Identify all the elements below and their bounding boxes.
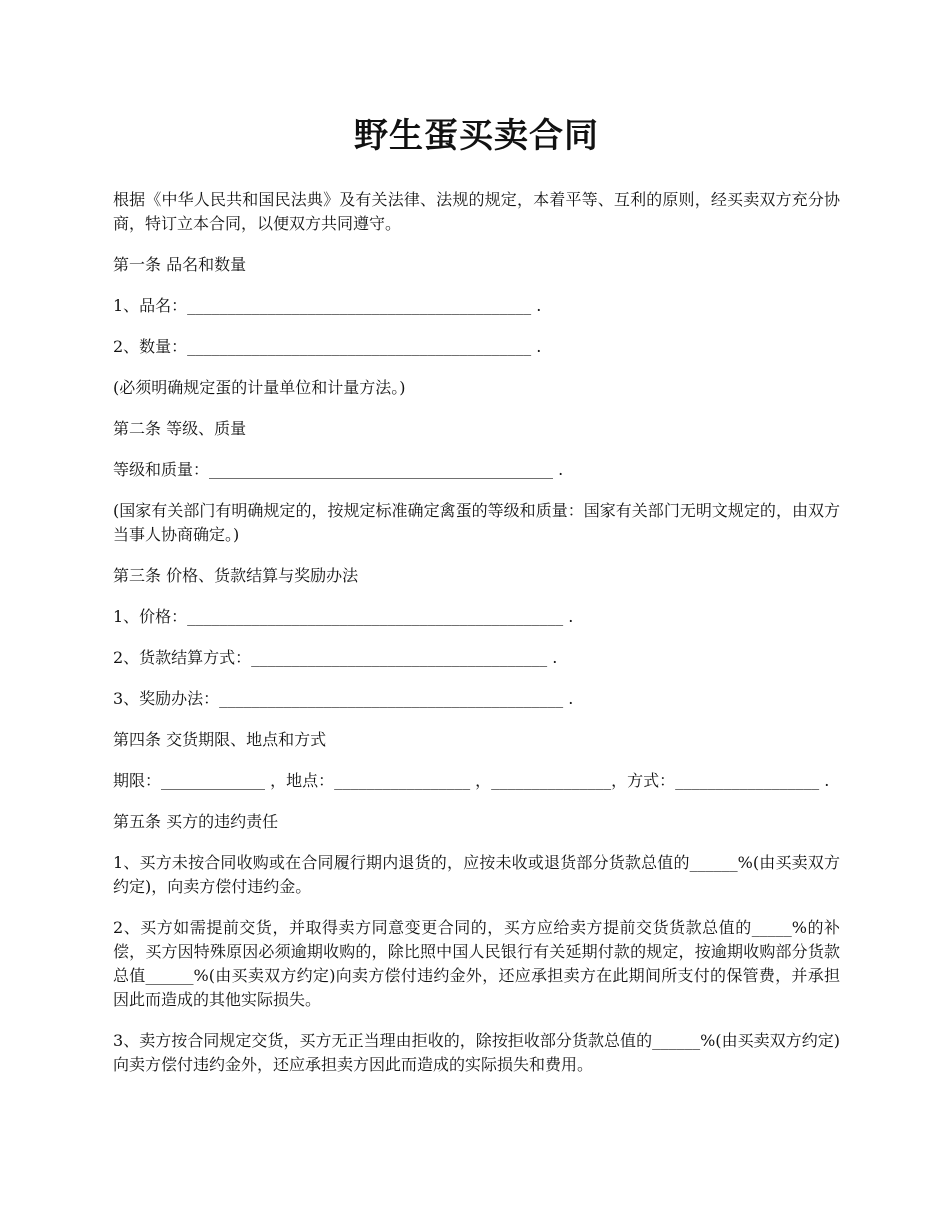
- price-line: 1、价格：_______________________________________________ .: [113, 607, 574, 626]
- settlement-line: 2、货款结算方式：_____________________________________ .: [113, 648, 558, 667]
- article-3-heading: 第三条 价格、货款结算与奖励办法: [113, 566, 359, 585]
- liability-clause-2: 2、买方如需提前交货，并取得卖方同意变更合同的，买方应给卖方提前交货货款总值的_____%的补偿，买方因特殊原因必须逾期收购的，除比照中国人民银行有关延期付款的规定，按逾期收购部分货款总值______%(由买卖双方约定)向卖方偿付违约金外，还应承担卖方在此期间所支付的保管费，并承担因此而造成的其他实际损失。: [113, 918, 840, 1009]
- article-4-heading: 第四条 交货期限、地点和方式: [113, 730, 327, 749]
- preamble-paragraph: 根据《中华人民共和国民法典》及有关法律、法规的规定，本着平等、互利的原则，经买卖双方充分协商，特订立本合同，以便双方共同遵守。: [113, 190, 840, 233]
- product-name-line: 1、品名：___________________________________________ .: [113, 296, 542, 315]
- delivery-terms-line: 期限：_____________ ，地点：_________________ ，_______________，方式：__________________ .: [113, 771, 830, 790]
- liability-clause-1: 1、买方未按合同收购或在合同履行期内退货的，应按未收或退货部分货款总值的______%(由买卖双方约定)，向卖方偿付违约金。: [113, 853, 840, 896]
- document-title: 野生蛋买卖合同: [354, 116, 599, 156]
- quantity-line: 2、数量：___________________________________________ .: [113, 337, 542, 356]
- measurement-note: (必须明确规定蛋的计量单位和计量方法。): [113, 378, 406, 397]
- document-page: [113, 112, 840, 1094]
- grade-quality-note: (国家有关部门有明确规定的，按规定标准确定禽蛋的等级和质量：国家有关部门无明文规定的，由双方当事人协商确定。): [113, 501, 840, 544]
- grade-quality-line: 等级和质量：___________________________________________ .: [113, 460, 564, 479]
- liability-clause-3: 3、卖方按合同规定交货，买方无正当理由拒收的，除按拒收部分货款总值的______%(由买卖双方约定)向卖方偿付违约金外，还应承担卖方因此而造成的实际损失和费用。: [113, 1031, 840, 1074]
- article-5-heading: 第五条 买方的违约责任: [113, 812, 279, 831]
- article-1-heading: 第一条 品名和数量: [113, 255, 247, 274]
- article-2-heading: 第二条 等级、质量: [113, 419, 247, 438]
- reward-line: 3、奖励办法：___________________________________________ .: [113, 689, 574, 708]
